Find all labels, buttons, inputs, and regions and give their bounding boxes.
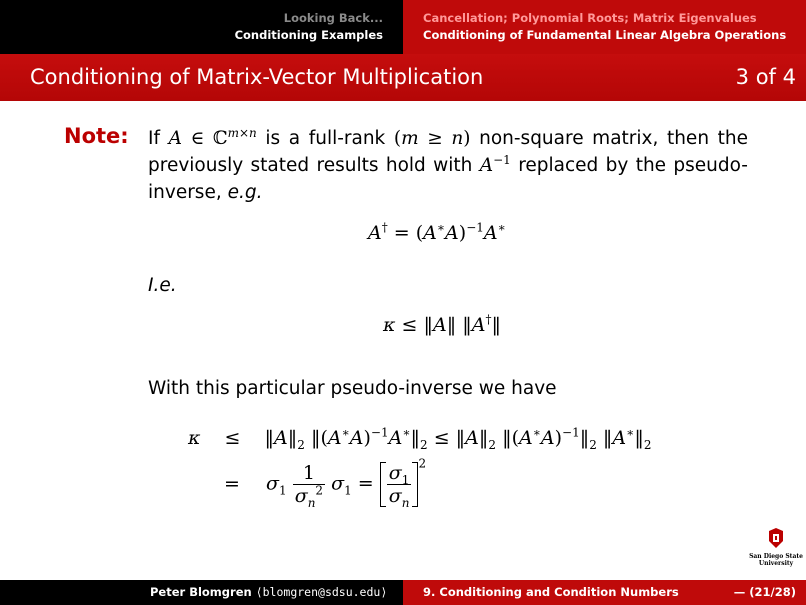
pseudo-inverse-text: With this particular pseudo-inverse we have — [148, 378, 557, 399]
para-text-2: is a full-rank — [265, 128, 386, 149]
bracket-sigma-ratio: $\frac{\sigma_1}{\sigma_n}$ — [380, 462, 419, 507]
ie-label: I.e. — [148, 275, 177, 296]
logo-text-1: San Diego State — [749, 553, 803, 560]
sdsu-logo-icon — [767, 527, 785, 549]
sdsu-logo — [748, 527, 804, 567]
math-A-in-C: A ∈ ℂ$^{m\times n}$ — [168, 125, 257, 149]
frame-title: Conditioning of Matrix-Vector Multiplication — [30, 65, 484, 89]
logo-text-2: University — [758, 560, 794, 567]
equation-kappa-line-2: = $\sigma_1$ $\frac{1}{\sigma_n^2}$ $\sigma_1$ = $\frac{\sigma_1}{\sigma_n}$ $^2$ — [224, 456, 427, 510]
math-A-inverse: $A^{-1}$ — [479, 152, 511, 176]
note-label: Note: — [64, 124, 129, 148]
footer-right — [403, 580, 806, 605]
header-right — [403, 0, 806, 54]
nav-looking-back[interactable]: Looking Back... — [283, 11, 383, 25]
para-eg: e.g. — [227, 182, 263, 203]
fraction-one-over-sigma-n-squared: $\frac{1}{\sigma_n^2}$ — [294, 462, 324, 510]
frame-title-bar — [0, 54, 806, 101]
para-text-3: non-square matrix, then the previously stated results hold with — [148, 128, 749, 176]
header-left — [0, 0, 403, 54]
footer-section[interactable]: 9. Conditioning and Condition Numbers — [423, 585, 679, 599]
footer-author — [150, 585, 387, 599]
equation-kappa-bound: κ ≤ ‖A‖ ‖A†‖ — [383, 312, 501, 336]
nav-cancellation[interactable]: Cancellation; Polynomial Roots; Matrix Eigenvalues — [423, 11, 757, 25]
author-email: ⟨blomgren@sdsu.edu⟩ — [255, 585, 388, 599]
author-name: Peter Blomgren — [150, 585, 252, 599]
nav-conditioning-linear-algebra[interactable]: Conditioning of Fundamental Linear Algebra Operations — [423, 28, 787, 42]
footer-page-number: — (21/28) — [733, 585, 796, 599]
para-text-1: If — [148, 128, 160, 149]
equation-kappa-line-1: $\kappa \le ‖A‖_2$ $‖(A^∗A)^{-1}A^∗‖_2$ ≤ $‖A‖_2$ $‖(A^∗A)^{-1}‖_2$ $‖A^∗‖_2$ — [188, 425, 652, 452]
equation-pseudo-inverse: $A^\dagger = (A^∗A)^{-1}A^∗$ — [368, 220, 506, 244]
frame-counter: 3 of 4 — [735, 65, 796, 89]
note-paragraph — [148, 125, 748, 206]
math-m-ge-n: (m ≥ n) — [393, 128, 471, 149]
header-bar — [0, 0, 806, 54]
footer-left — [0, 580, 403, 605]
footer-bar — [0, 580, 806, 605]
para-text-4: replaced by the pseudo-inverse, — [148, 155, 748, 203]
nav-conditioning-examples[interactable]: Conditioning Examples — [234, 28, 383, 42]
